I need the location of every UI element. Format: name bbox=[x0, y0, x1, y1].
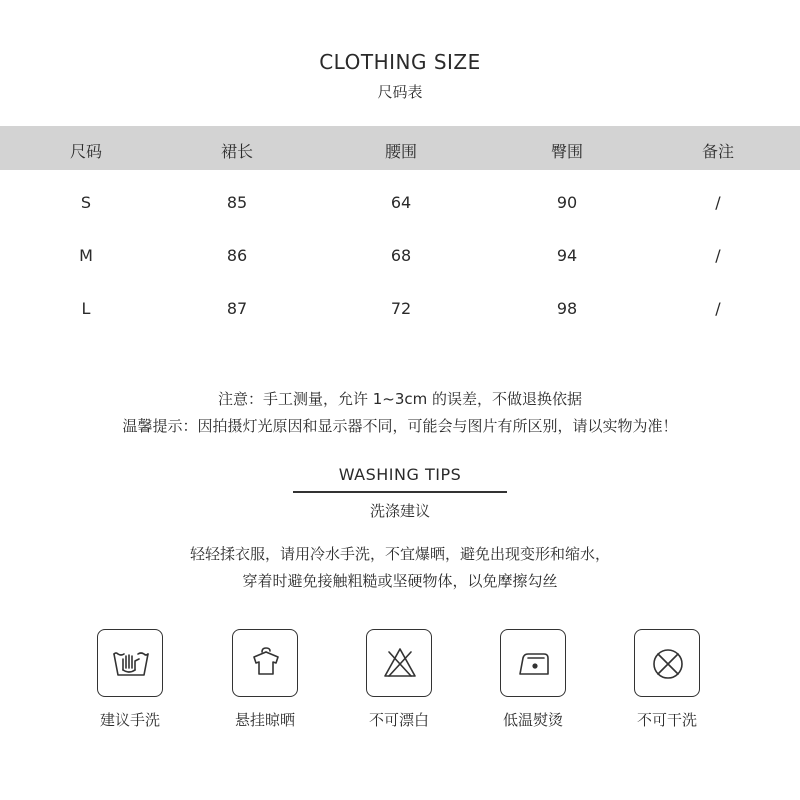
table-cell: / bbox=[715, 246, 721, 265]
washing-description-line1: 轻轻揉衣服，请用冷水手洗，不宜爆晒，避免出现变形和缩水， bbox=[189, 545, 610, 563]
table-cell: S bbox=[80, 193, 92, 212]
washing-title-underline bbox=[293, 491, 507, 493]
table-cell: 98 bbox=[556, 299, 578, 318]
table-cell: 87 bbox=[226, 299, 248, 318]
table-cell: / bbox=[715, 299, 721, 318]
title-en: CLOTHING SIZE bbox=[319, 50, 481, 74]
table-cell: / bbox=[715, 193, 721, 212]
no-dry-clean-icon bbox=[634, 629, 700, 697]
care-label-no-bleach: 不可漂白 bbox=[368, 711, 429, 729]
title-zh: 尺码表 bbox=[377, 83, 423, 101]
care-label-hang-dry: 悬挂晾晒 bbox=[234, 711, 295, 729]
table-cell: 64 bbox=[390, 193, 412, 212]
table-row bbox=[0, 295, 800, 325]
no-bleach-icon bbox=[366, 629, 432, 697]
table-cell: 85 bbox=[226, 193, 248, 212]
column-header-skirt-length: 裙长 bbox=[220, 142, 253, 161]
table-cell: M bbox=[79, 246, 93, 265]
column-header-remark: 备注 bbox=[701, 142, 734, 161]
table-cell: L bbox=[81, 299, 91, 318]
column-header-size: 尺码 bbox=[69, 142, 102, 161]
care-label-hand-wash: 建议手洗 bbox=[99, 711, 160, 729]
column-header-waist: 腰围 bbox=[384, 142, 417, 161]
washing-description-line2: 穿着时避免接触粗糙或坚硬物体，以免摩擦勾丝 bbox=[242, 572, 558, 590]
display-disclaimer: 温馨提示：因拍摄灯光原因和显示器不同，可能会与图片有所区别，请以实物为准！ bbox=[122, 417, 678, 435]
washing-title-zh: 洗涤建议 bbox=[369, 502, 430, 520]
table-cell: 94 bbox=[556, 246, 578, 265]
table-row bbox=[0, 189, 800, 219]
table-row bbox=[0, 242, 800, 272]
washing-title-en: WASHING TIPS bbox=[338, 465, 462, 484]
hand-wash-icon bbox=[97, 629, 163, 697]
hang-dry-icon bbox=[232, 629, 298, 697]
care-label-no-dry-clean: 不可干洗 bbox=[636, 711, 697, 729]
table-cell: 68 bbox=[390, 246, 412, 265]
size-table-header bbox=[0, 126, 800, 170]
table-cell: 86 bbox=[226, 246, 248, 265]
low-iron-icon bbox=[500, 629, 566, 697]
column-header-hip: 臀围 bbox=[550, 142, 583, 161]
table-cell: 72 bbox=[390, 299, 412, 318]
care-label-low-iron: 低温熨烫 bbox=[502, 711, 563, 729]
table-cell: 90 bbox=[556, 193, 578, 212]
measurement-note: 注意：手工测量，允许 1~3cm 的误差，不做退换依据 bbox=[217, 390, 583, 408]
